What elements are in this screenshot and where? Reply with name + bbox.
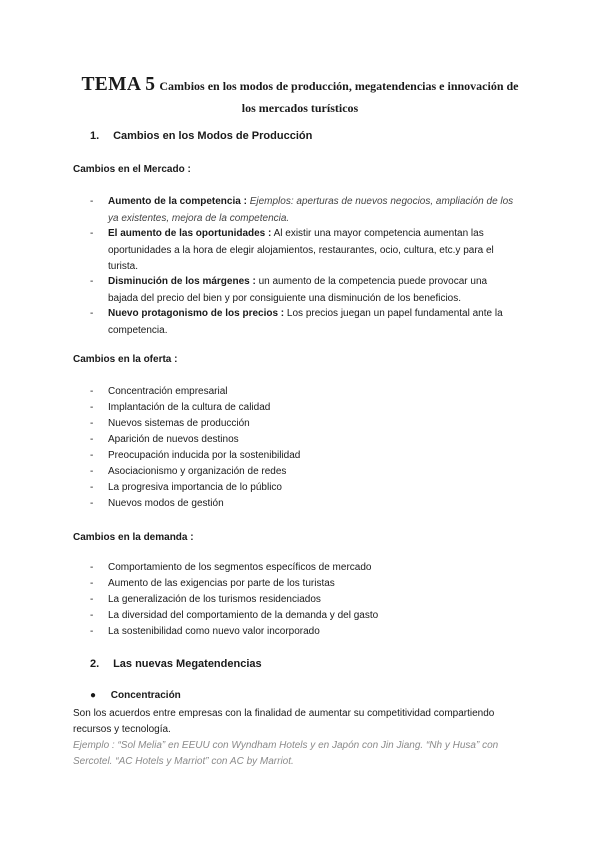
dash-marker: - [90, 434, 94, 445]
dash-marker: - [90, 402, 94, 413]
paragraph-line: recursos y tecnología. [73, 724, 171, 735]
title-subtitle-line2: los mercados turísticos [241, 101, 359, 115]
example-line: Ejemplo : “Sol Melia” en EEUU con Wyndham Hotels y en Japón con Jin Jiang. “Nh y Husa” con [73, 740, 499, 751]
section-number: 2. [90, 658, 100, 670]
title-subtitle-line1: Cambios en los modos de producción, megatendencias e innovación de [159, 79, 519, 93]
section-title: Las nuevas Megatendencias [113, 658, 262, 670]
item-text: bajada del precio del bien y por consiguiente una disminución de los beneficios. [108, 292, 462, 304]
item-label: Aumento de la competencia : [108, 196, 247, 207]
item-text: Aumento de las exigencias por parte de los turistas [108, 578, 335, 589]
list-item [90, 448, 528, 465]
dash-marker: - [90, 610, 94, 621]
subheading-mercado: Cambios en el Mercado : [73, 164, 191, 175]
dash-marker: - [90, 196, 94, 207]
list-item [90, 416, 528, 433]
bullet-dot-icon: ● [90, 690, 97, 701]
bullet-label: Concentración [110, 690, 181, 701]
item-text: Preocupación inducida por la sostenibilidad [108, 450, 301, 461]
dash-marker: - [90, 466, 94, 477]
item-text: Los precios juegan un papel fundamental ante la [284, 308, 503, 319]
item-text: Nuevos sistemas de producción [108, 418, 250, 429]
list-item [90, 464, 528, 481]
dash-marker: - [90, 276, 94, 287]
dash-marker: - [90, 418, 94, 429]
document-title [72, 74, 528, 119]
list-item [90, 592, 528, 609]
list-item [90, 624, 528, 641]
dash-marker: - [90, 482, 94, 493]
list-item [90, 306, 528, 339]
item-text: La generalización de los turismos residenciados [108, 594, 321, 605]
paragraph-line: Son los acuerdos entre empresas con la finalidad de aumentar su competitividad compartiendo [73, 708, 495, 719]
item-text: competencia. [108, 324, 168, 336]
item-label: El aumento de las oportunidades : [108, 228, 272, 239]
item-text: Ejemplos: aperturas de nuevos negocios, ampliación de los [246, 196, 514, 207]
section-title: Cambios en los Modos de Producción [113, 130, 313, 142]
item-text: Nuevos modos de gestión [108, 498, 224, 509]
dash-marker: - [90, 498, 94, 509]
item-text: Comportamiento de los segmentos específicos de mercado [108, 562, 372, 573]
item-text: La progresiva importancia de lo público [108, 482, 282, 493]
dash-marker: - [90, 562, 94, 573]
section-number: 1. [90, 130, 100, 142]
dash-marker: - [90, 450, 94, 461]
subheading-demanda: Cambios en la demanda : [73, 532, 194, 543]
item-text: turista. [108, 261, 139, 272]
dash-marker: - [90, 626, 94, 637]
dash-marker: - [90, 578, 94, 589]
example-line: Sercotel. “AC Hotels y Marriot” con AC by Marriot. [73, 756, 294, 767]
item-text: ya existentes, mejora de la competencia. [108, 212, 290, 224]
list-item [90, 432, 528, 449]
item-text: un aumento de la competencia puede provocar una [255, 276, 488, 287]
item-text: La sostenibilidad como nuevo valor incorporado [108, 626, 320, 637]
list-item [90, 274, 528, 307]
example-text [73, 738, 528, 770]
item-label: Disminución de los márgenes : [108, 276, 256, 287]
item-text: Aparición de nuevos destinos [108, 434, 239, 445]
list-item [90, 496, 528, 513]
section-1-heading [90, 130, 312, 142]
subheading-oferta: Cambios en la oferta : [73, 354, 178, 365]
list-item [90, 576, 528, 593]
section-2-heading [90, 658, 262, 670]
list-item [90, 226, 528, 276]
list-item [90, 384, 528, 401]
list-item [90, 480, 528, 497]
item-label: Nuevo protagonismo de los precios : [108, 308, 285, 319]
item-text: Asociacionismo y organización de redes [108, 466, 287, 477]
dash-marker: - [90, 594, 94, 605]
item-text: Al existir una mayor competencia aumentan las [271, 228, 484, 239]
item-text: oportunidades a la hora de elegir alojamientos, restaurantes, ocio, cultura, etc.y para el [108, 244, 494, 256]
dash-marker: - [90, 308, 94, 319]
list-item [90, 608, 528, 625]
bullet-concentracion [90, 690, 181, 701]
list-item [90, 194, 528, 227]
list-item [90, 400, 528, 417]
item-text: La diversidad del comportamiento de la demanda y del gasto [108, 610, 379, 621]
dash-marker: - [90, 228, 94, 239]
dash-marker: - [90, 386, 94, 397]
item-text: Concentración empresarial [108, 386, 228, 397]
title-main: TEMA 5 [81, 74, 156, 95]
list-item [90, 560, 528, 577]
paragraph [73, 706, 528, 738]
item-text: Implantación de la cultura de calidad [108, 402, 271, 413]
